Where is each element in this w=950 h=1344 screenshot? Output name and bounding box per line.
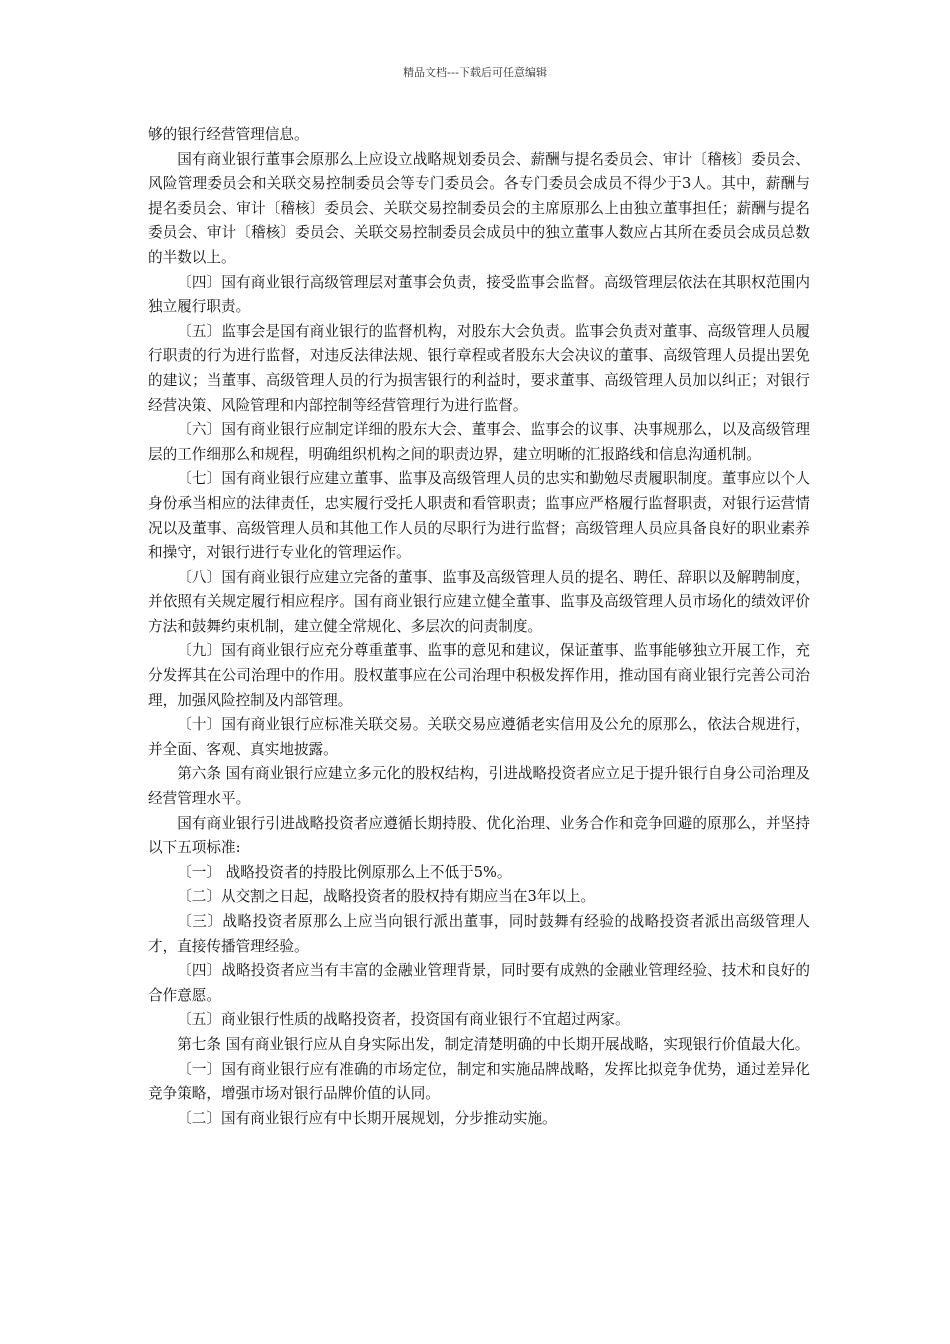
page-header: 精品文档---下载后可任意编辑 [403, 66, 547, 79]
paragraph: 〔六〕国有商业银行应制定详细的股东大会、董事会、监事会的议事、决事规那么，以及高级管理层的工作细那么和规程，明确组织机构之间的职责边界，建立明晰的汇报路线和信息沟通机制。 [148, 421, 810, 463]
list-item: 〔二〕从交割之日起，战略投资者的股权持有期应当在3年以上。 [177, 888, 596, 906]
paragraph: 〔十〕国有商业银行应标准关联交易。关联交易应遵循老实信用及公允的原那么，依法合规进行，并全面、客观、真实地披露。 [148, 716, 810, 758]
paragraph: 够的银行经营管理信息。 [148, 126, 309, 143]
document-body [148, 123, 810, 1131]
article-paragraph: 第七条 国有商业银行应从自身实际出发，制定清楚明确的中长期开展战略，实现银行价值最大化。 [177, 1035, 810, 1053]
paragraph: 〔四〕国有商业银行高级管理层对董事会负责，接受监事会监督。高级管理层依法在其职权范围内独立履行职责。 [148, 273, 810, 316]
list-item: 〔二〕国有商业银行应有中长期开展规划，分步推动实施。 [177, 1109, 557, 1127]
list-item: 〔四〕战略投资者应当有丰富的金融业管理背景，同时要有成熟的金融业管理经验、技术和良好的合作意愿。 [148, 962, 810, 1004]
list-item: 〔五〕商业银行性质的战略投资者，投资国有商业银行不宜超过两家。 [177, 1011, 630, 1029]
paragraph: 国有商业银行董事会原那么上应设立战略规划委员会、薪酬与提名委员会、审计〔稽核〕委员会、风险管理委员会和关联交易控制委员会等专门委员会。各专门委员会成员不得少于3人。其中，薪酬与提名委员会、审计〔稽核〕委员会、关联交易控制委员会的主席原那么上由独立董事担任；薪酬与提名委员会、审计〔稽核〕委员会、关联交易控制委员会成员中的独立董事人数应占其所在委员会成员总数的半数以上。 [148, 150, 810, 266]
article-paragraph: 第六条 国有商业银行应建立多元化的股权结构，引进战略投资者应立足于提升银行自身公司治理及经营管理水平。 [148, 765, 810, 808]
paragraph: 国有商业银行引进战略投资者应遵循长期持股、优化治理、业务合作和竞争回避的原那么，并坚持以下五项标准: [148, 814, 810, 857]
paragraph: 〔五〕监事会是国有商业银行的监督机构，对股东大会负责。监事会负责对董事、高级管理人员履行职责的行为进行监督，对违反法律法规、银行章程或者股东大会决议的董事、高级管理人员提出罢免的建议；当董事、高级管理人员的行为损害银行的利益时，要求董事、高级管理人员加以纠正；对银行经营决策、风险管理和内部控制等经营管理行为进行监督。 [148, 322, 810, 414]
list-item: 〔一〕国有商业银行应有准确的市场定位，制定和实施品牌战略，发挥比拟竞争优势，通过差异化竞争策略，增强市场对银行品牌价值的认同。 [148, 1060, 810, 1103]
paragraph: 〔八〕国有商业银行应建立完备的董事、监事及高级管理人员的提名、聘任、辞职以及解聘制度，并依照有关规定履行相应程序。国有商业银行应建立健全董事、监事及高级管理人员市场化的绩效评价方法和鼓舞约束机制，建立健全常规化、多层次的问责制度。 [148, 568, 810, 635]
paragraph: 〔七〕国有商业银行应建立董事、监事及高级管理人员的忠实和勤勉尽责履职制度。董事应以个人身份承当相应的法律责任，忠实履行受托人职责和看管职责；监事应严格履行监督职责，对银行运营情况以及董事、高级管理人员和其他工作人员的尽职行为进行监督；高级管理人员应具备良好的职业素养和操守，对银行进行专业化的管理运作。 [148, 470, 810, 562]
list-item: 〔一〕 战略投资者的持股比例原那么上不低于5%。 [177, 863, 512, 881]
paragraph: 〔九〕国有商业银行应充分尊重董事、监事的意见和建议，保证董事、监事能够独立开展工作，充分发挥其在公司治理中的作用。股权董事应在公司治理中积极发挥作用，推动国有商业银行完善公司治理，加强风险控制及内部管理。 [148, 642, 810, 709]
list-item: 〔三〕战略投资者原那么上应当向银行派出董事，同时鼓舞有经验的战略投资者派出高级管理人才，直接传播管理经验。 [148, 913, 810, 955]
